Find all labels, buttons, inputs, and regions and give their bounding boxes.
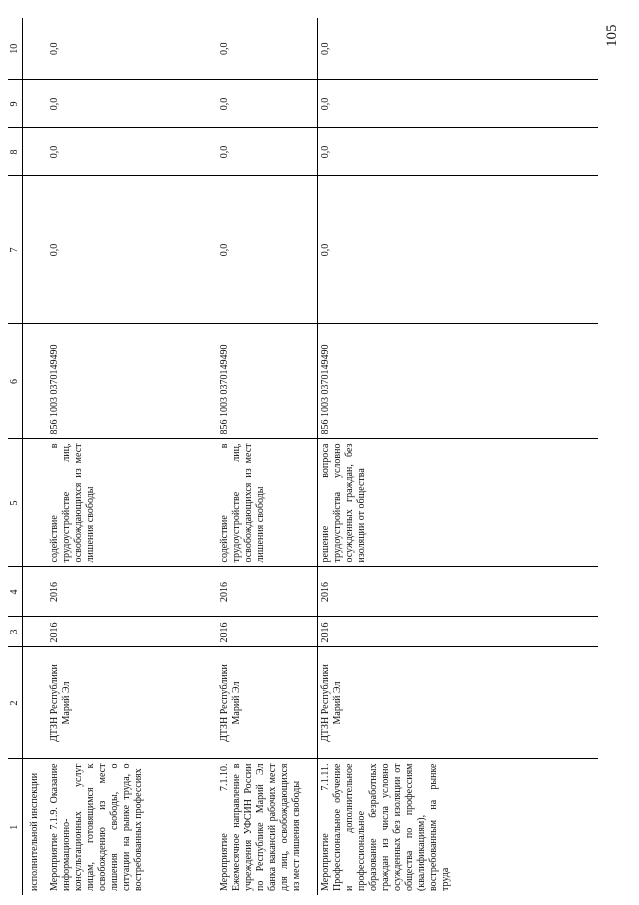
page-number: 105 <box>604 24 620 47</box>
expected-result: содействие в трудоустройстве лиц, освобождающихся из мест лишения свободы <box>217 439 317 567</box>
section-row <box>23 18 48 895</box>
section-title: исполнительной инспекции <box>29 772 41 891</box>
executor: ДТЗН Республики Марий Эл <box>47 647 217 759</box>
value-col8: 0,0 <box>317 128 598 176</box>
end-year: 2016 <box>317 567 598 617</box>
column-number: 7 <box>8 176 23 324</box>
value-col9: 0,0 <box>317 80 598 128</box>
value-col10: 0,0 <box>217 18 317 80</box>
measure-name: Мероприятие 7.1.11. Профессиональное обучение и дополнительное профессиональное образование безработных граждан из числа условно осужденных без изоляции от общества по профессиям (квалификациям), востребованным на рынке труда <box>317 759 598 895</box>
column-number: 4 <box>8 567 23 617</box>
column-number: 10 <box>8 18 23 80</box>
table-row <box>317 18 598 895</box>
column-number: 2 <box>8 647 23 759</box>
column-number: 6 <box>8 324 23 439</box>
value-col9: 0,0 <box>217 80 317 128</box>
column-number: 5 <box>8 439 23 567</box>
budget-code: 856 1003 0370149490 <box>47 324 217 439</box>
header-row <box>8 18 23 895</box>
table-row <box>217 18 317 895</box>
executor: ДТЗН Республики Марий Эл <box>217 647 317 759</box>
expected-result: решение вопроса трудоустройства условно осужденных граждан, без изоляции от общества <box>317 439 598 567</box>
start-year: 2016 <box>217 617 317 647</box>
start-year: 2016 <box>47 617 217 647</box>
end-year: 2016 <box>47 567 217 617</box>
value-col10: 0,0 <box>47 18 217 80</box>
column-number: 9 <box>8 80 23 128</box>
budget-code: 856 1003 0370149490 <box>317 324 598 439</box>
budget-code: 856 1003 0370149490 <box>217 324 317 439</box>
measures-table <box>8 18 598 895</box>
column-number: 3 <box>8 617 23 647</box>
value-col8: 0,0 <box>217 128 317 176</box>
value-col9: 0,0 <box>47 80 217 128</box>
value-col8: 0,0 <box>47 128 217 176</box>
table-row <box>47 18 217 895</box>
value-col10: 0,0 <box>317 18 598 80</box>
column-number: 1 <box>8 759 23 895</box>
start-year: 2016 <box>317 617 598 647</box>
end-year: 2016 <box>217 567 317 617</box>
value-col7: 0,0 <box>317 176 598 324</box>
measure-name: Мероприятие 7.1.10. Ежемесячное направление в учреждения УФСИН России по Республике Марий Эл банка вакансий рабочих мест для лиц, освобождающихся из мест лишения свободы <box>219 763 303 891</box>
measure-name: Мероприятие 7.1.9. Оказание информационно-консультационных услуг лицам, готовящимся к освобождению из мест лишения свободы, о ситуации на рынке труда, о востребованных профессиях <box>49 763 145 891</box>
executor: ДТЗН Республики Марий Эл <box>317 647 598 759</box>
column-number: 8 <box>8 128 23 176</box>
expected-result: содействие в трудоустройстве лиц, освобождающихся из мест лишения свободы <box>47 439 217 567</box>
value-col7: 0,0 <box>47 176 217 324</box>
value-col7: 0,0 <box>217 176 317 324</box>
